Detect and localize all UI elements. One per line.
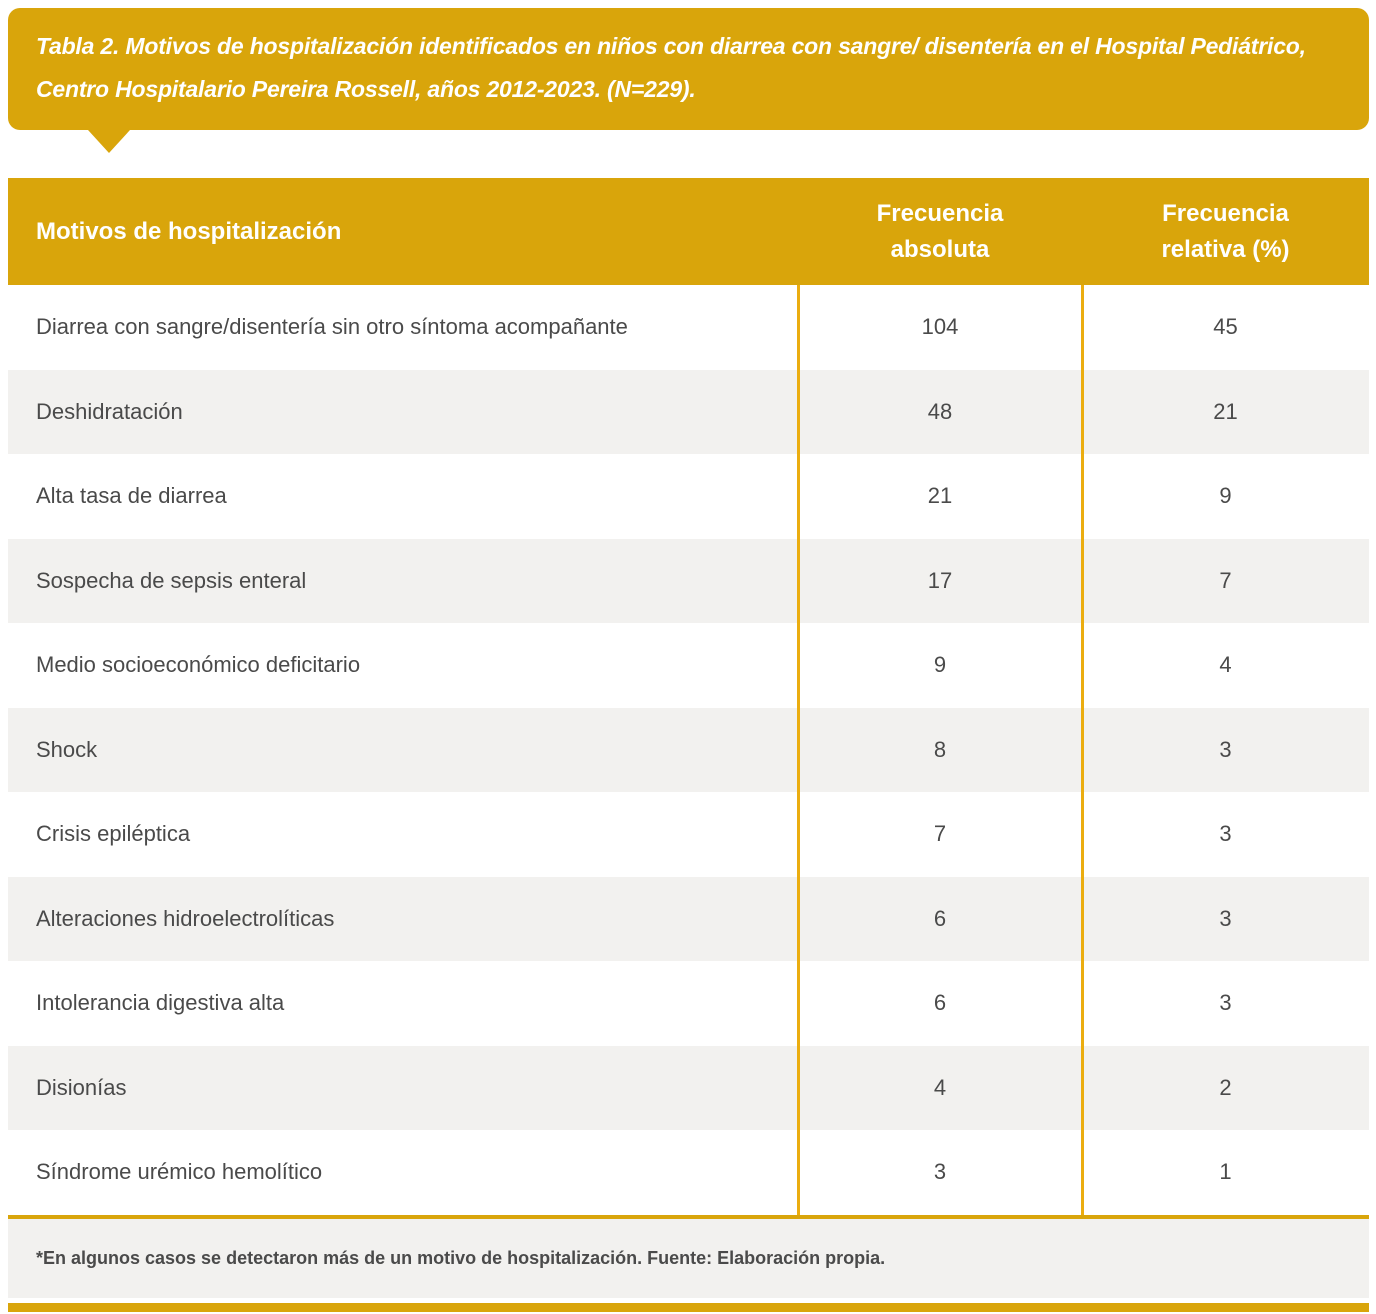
- row-frecuencia-relativa: 1: [1219, 1159, 1232, 1185]
- row-frecuencia-relativa: 2: [1219, 1074, 1232, 1100]
- row-motivo: Deshidratación: [36, 398, 183, 424]
- table-row: [8, 285, 1369, 370]
- row-frecuencia-relativa: 45: [1213, 314, 1238, 340]
- table-rows: [8, 285, 1369, 1215]
- row-frecuencia-absoluta: 48: [927, 398, 953, 424]
- row-motivo: Shock: [36, 736, 98, 762]
- table-row: [8, 370, 1369, 455]
- column-divider-1: [797, 285, 800, 1215]
- table-row: [8, 1046, 1369, 1131]
- column-header-frecuencia-absoluta-label: Frecuencia absoluta: [876, 199, 1004, 263]
- row-motivo: Sospecha de sepsis enteral: [36, 567, 307, 593]
- column-header-motivos: Motivos de hospitalización: [36, 217, 342, 245]
- table-header-row: [8, 178, 1369, 285]
- row-frecuencia-absoluta: 6: [933, 990, 947, 1016]
- column-header-frecuencia-relativa-label: Frecuencia relativa (%): [1161, 199, 1290, 263]
- row-frecuencia-relativa: 7: [1219, 567, 1232, 593]
- row-motivo: Diarrea con sangre/disentería sin otro síntoma acompañante: [36, 314, 628, 340]
- table-row: [8, 454, 1369, 539]
- row-frecuencia-absoluta: 17: [927, 567, 953, 593]
- row-frecuencia-absoluta: 4: [933, 1074, 947, 1100]
- row-frecuencia-relativa: 3: [1219, 821, 1232, 847]
- table-row: [8, 792, 1369, 877]
- table-row: [8, 961, 1369, 1046]
- column-divider-2: [1081, 285, 1084, 1215]
- row-frecuencia-absoluta: 104: [921, 314, 959, 340]
- row-motivo: Medio socioeconómico deficitario: [36, 652, 361, 678]
- table-row: [8, 708, 1369, 793]
- row-motivo: Intolerancia digestiva alta: [36, 990, 285, 1016]
- hospitalization-table: [8, 178, 1369, 1312]
- row-motivo: Alteraciones hidroelectrolíticas: [36, 905, 335, 931]
- row-frecuencia-relativa: 4: [1219, 652, 1232, 678]
- row-frecuencia-absoluta: 6: [933, 905, 947, 931]
- table-row: [8, 877, 1369, 962]
- row-frecuencia-absoluta: 8: [933, 736, 947, 762]
- table-row: [8, 539, 1369, 624]
- footer-gold-bar: [8, 1303, 1369, 1312]
- row-motivo: Disionías: [36, 1074, 127, 1100]
- row-frecuencia-relativa: 21: [1213, 398, 1238, 424]
- table-title: Tabla 2. Motivos de hospitalización identificados en niños con diarrea con sangre/ disentería en el Hospital Pediátrico, Centro Hospitalario Pereira Rossell, años 2012-2023. (N=229).: [36, 33, 1306, 102]
- table-title-banner: [8, 8, 1369, 130]
- row-motivo: Alta tasa de diarrea: [36, 483, 227, 509]
- row-frecuencia-absoluta: 9: [933, 652, 947, 678]
- row-frecuencia-relativa: 3: [1219, 905, 1232, 931]
- table-row: [8, 1130, 1369, 1215]
- table-footnote: [8, 1219, 1369, 1298]
- column-header-frecuencia-absoluta: [798, 178, 1082, 285]
- row-frecuencia-relativa: 9: [1219, 483, 1232, 509]
- column-header-frecuencia-relativa: [1082, 178, 1369, 285]
- footnote-text: *En algunos casos se detectaron más de un motivo de hospitalización. Fuente: Elaboración propia.: [36, 1247, 886, 1268]
- row-frecuencia-absoluta: 21: [927, 483, 953, 509]
- row-frecuencia-relativa: 3: [1219, 736, 1232, 762]
- row-frecuencia-relativa: 3: [1219, 990, 1232, 1016]
- row-frecuencia-absoluta: 3: [933, 1159, 947, 1185]
- row-motivo: Síndrome urémico hemolítico: [36, 1159, 323, 1185]
- banner-tail-pointer: [88, 130, 130, 153]
- row-motivo: Crisis epiléptica: [36, 821, 191, 847]
- table-row: [8, 623, 1369, 708]
- row-frecuencia-absoluta: 7: [933, 821, 947, 847]
- table-body: [8, 285, 1369, 1215]
